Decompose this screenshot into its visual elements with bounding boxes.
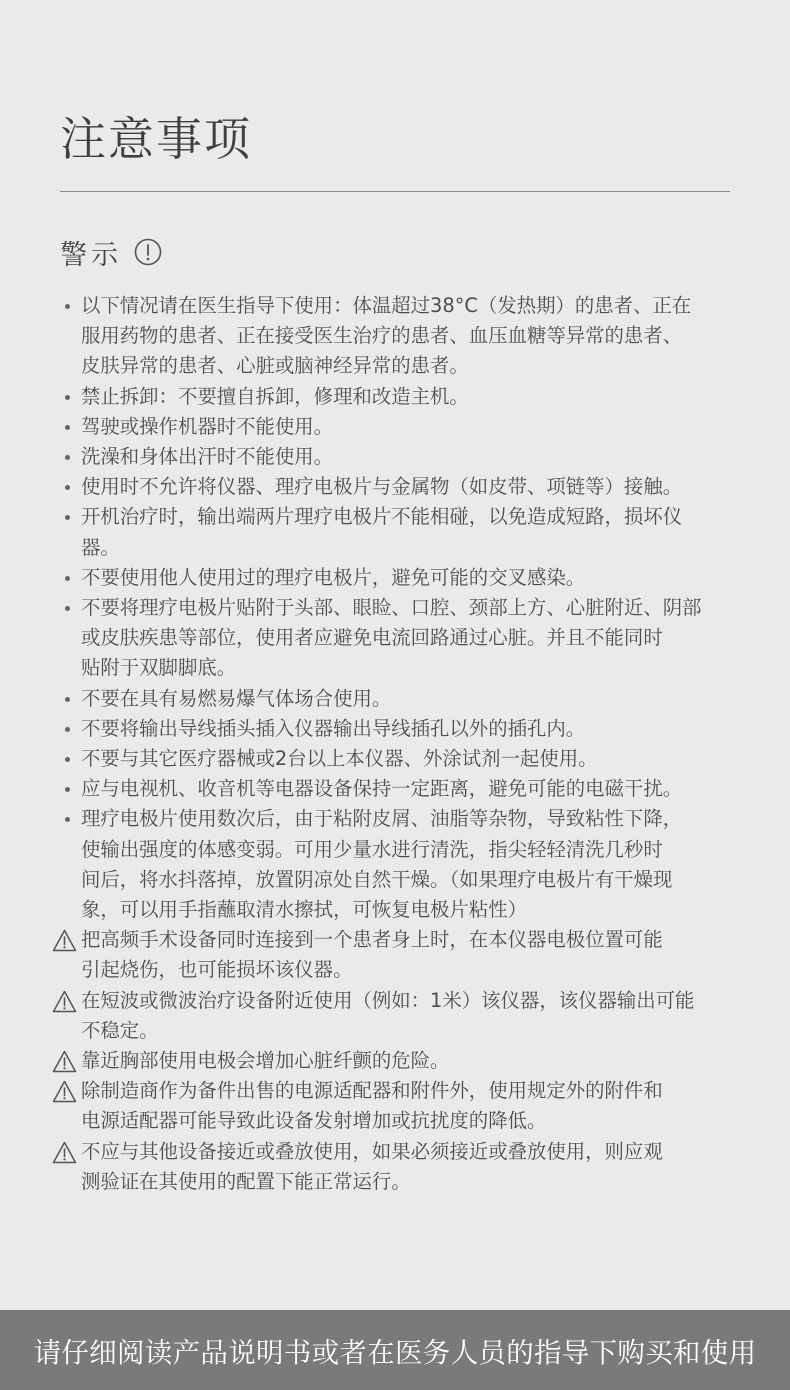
list-item-text: 靠近胸部使用电极会增加心脏纤颤的危险。 [81,1049,450,1073]
list-item-text: 不要将输出导线插头插入仪器输出导线插孔以外的插孔内。 [81,716,586,740]
list-item-text: 驾驶或操作机器时不能使用。 [81,414,334,438]
list-item-text: 理疗电极片使用数次后，由于粘附皮屑、油脂等杂物，导致粘性下降， 使输出强度的体感变弱。可用少量水进行清洗，指尖轻轻清洗几秒时 间后，将水抖落掉，放置阴凉处自然干燥。（如果理疗电极片有干燥现 象，可以用手指蘸取清水擦拭，可恢复电极片粘性） [81,807,683,922]
warning-list-item [0,986,733,1046]
list-item-text: 不要与其它医疗器械或2台以上本仪器、外涂试剂一起使用。 [81,747,598,771]
list-item-text: 不要在具有易燃易爆气体场合使用。 [81,686,392,710]
bullet-dot-icon [65,304,70,309]
list-item-text: 洗澡和身体出汗时不能使用。 [81,445,334,469]
warning-list-item [0,925,733,985]
list-item-text: 应与电视机、收音机等电器设备保持一定距离，避免可能的电磁干扰。 [81,777,683,801]
bullet-dot-icon [65,606,70,611]
page-title: 注意事项 [60,112,252,166]
title-divider [60,191,730,192]
list-item-text: 使用时不允许将仪器、理疗电极片与金属物（如皮带、项链等）接触。 [81,475,683,499]
bullet-dot-icon [65,455,70,460]
list-item [0,593,733,684]
list-item [0,291,733,382]
list-item-text: 以下情况请在医生指导下使用：体温超过38°C（发热期）的患者、正在 服用药物的患者、正在接受医生治疗的患者、血压血糖等异常的患者、 皮肤异常的患者、心脏或脑神经异常的患者。 [81,294,692,378]
warning-list-item [0,1076,733,1136]
list-item-text: 开机治疗时，输出端两片理疗电极片不能相碰，以免造成短路，损坏仪 器。 [81,505,683,559]
list-item-text: 不要使用他人使用过的理疗电极片，避免可能的交叉感染。 [81,565,586,589]
bullet-dot-icon [65,395,70,400]
warning-triangle-icon [52,1141,77,1164]
bullet-dot-icon [65,727,70,732]
notes-list [0,291,790,1197]
warning-triangle-icon [52,990,77,1013]
bullet-dot-icon [65,485,70,490]
list-item-text: 除制造商作为备件出售的电源适配器和附件外，使用规定外的附件和 电源适配器可能导致此设备发射增加或抗扰度的降低。 [81,1079,663,1133]
list-item [0,412,733,442]
list-item [0,563,733,593]
list-item [0,502,733,562]
warning-triangle-icon [52,929,77,952]
warning-heading-label: 警示 [60,239,122,271]
info-circle-icon [134,238,162,266]
list-item-text: 在短波或微波治疗设备附近使用（例如：1米）该仪器，该仪器输出可能 不稳定。 [81,988,695,1042]
bullet-dot-icon [65,576,70,581]
bullet-dot-icon [65,787,70,792]
bullet-dot-icon [65,817,70,822]
warning-triangle-icon [52,1050,77,1073]
list-item [0,472,733,502]
warning-heading [60,232,162,272]
list-item [0,382,733,412]
list-item [0,684,733,714]
list-item-text: 禁止拆卸：不要擅自拆卸，修理和改造主机。 [81,384,469,408]
footer-banner [0,1310,790,1390]
list-item-text: 把高频手术设备同时连接到一个患者身上时，在本仪器电极位置可能 引起烧伤，也可能损坏该仪器。 [81,928,663,982]
bullet-dot-icon [65,515,70,520]
list-item-text: 不要将理疗电极片贴附于头部、眼睑、口腔、颈部上方、心脏附近、阴部 或皮肤疾患等部位，使用者应避免电流回路通过心脏。并且不能同时 贴附于双脚脚底。 [81,596,702,680]
warning-list-item [0,1046,733,1076]
list-item [0,714,733,744]
bullet-dot-icon [65,757,70,762]
list-item [0,804,733,925]
bullet-dot-icon [65,425,70,430]
bullet-dot-icon [65,697,70,702]
list-item [0,442,733,472]
list-item [0,744,733,774]
warning-triangle-icon [52,1080,77,1103]
footer-text: 请仔细阅读产品说明书或者在医务人员的指导下购买和使用 [33,1337,757,1369]
list-item-text: 不应与其他设备接近或叠放使用，如果必须接近或叠放使用，则应观 测验证在其使用的配置下能正常运行。 [81,1139,663,1193]
warning-list-item [0,1137,733,1197]
list-item [0,774,733,804]
